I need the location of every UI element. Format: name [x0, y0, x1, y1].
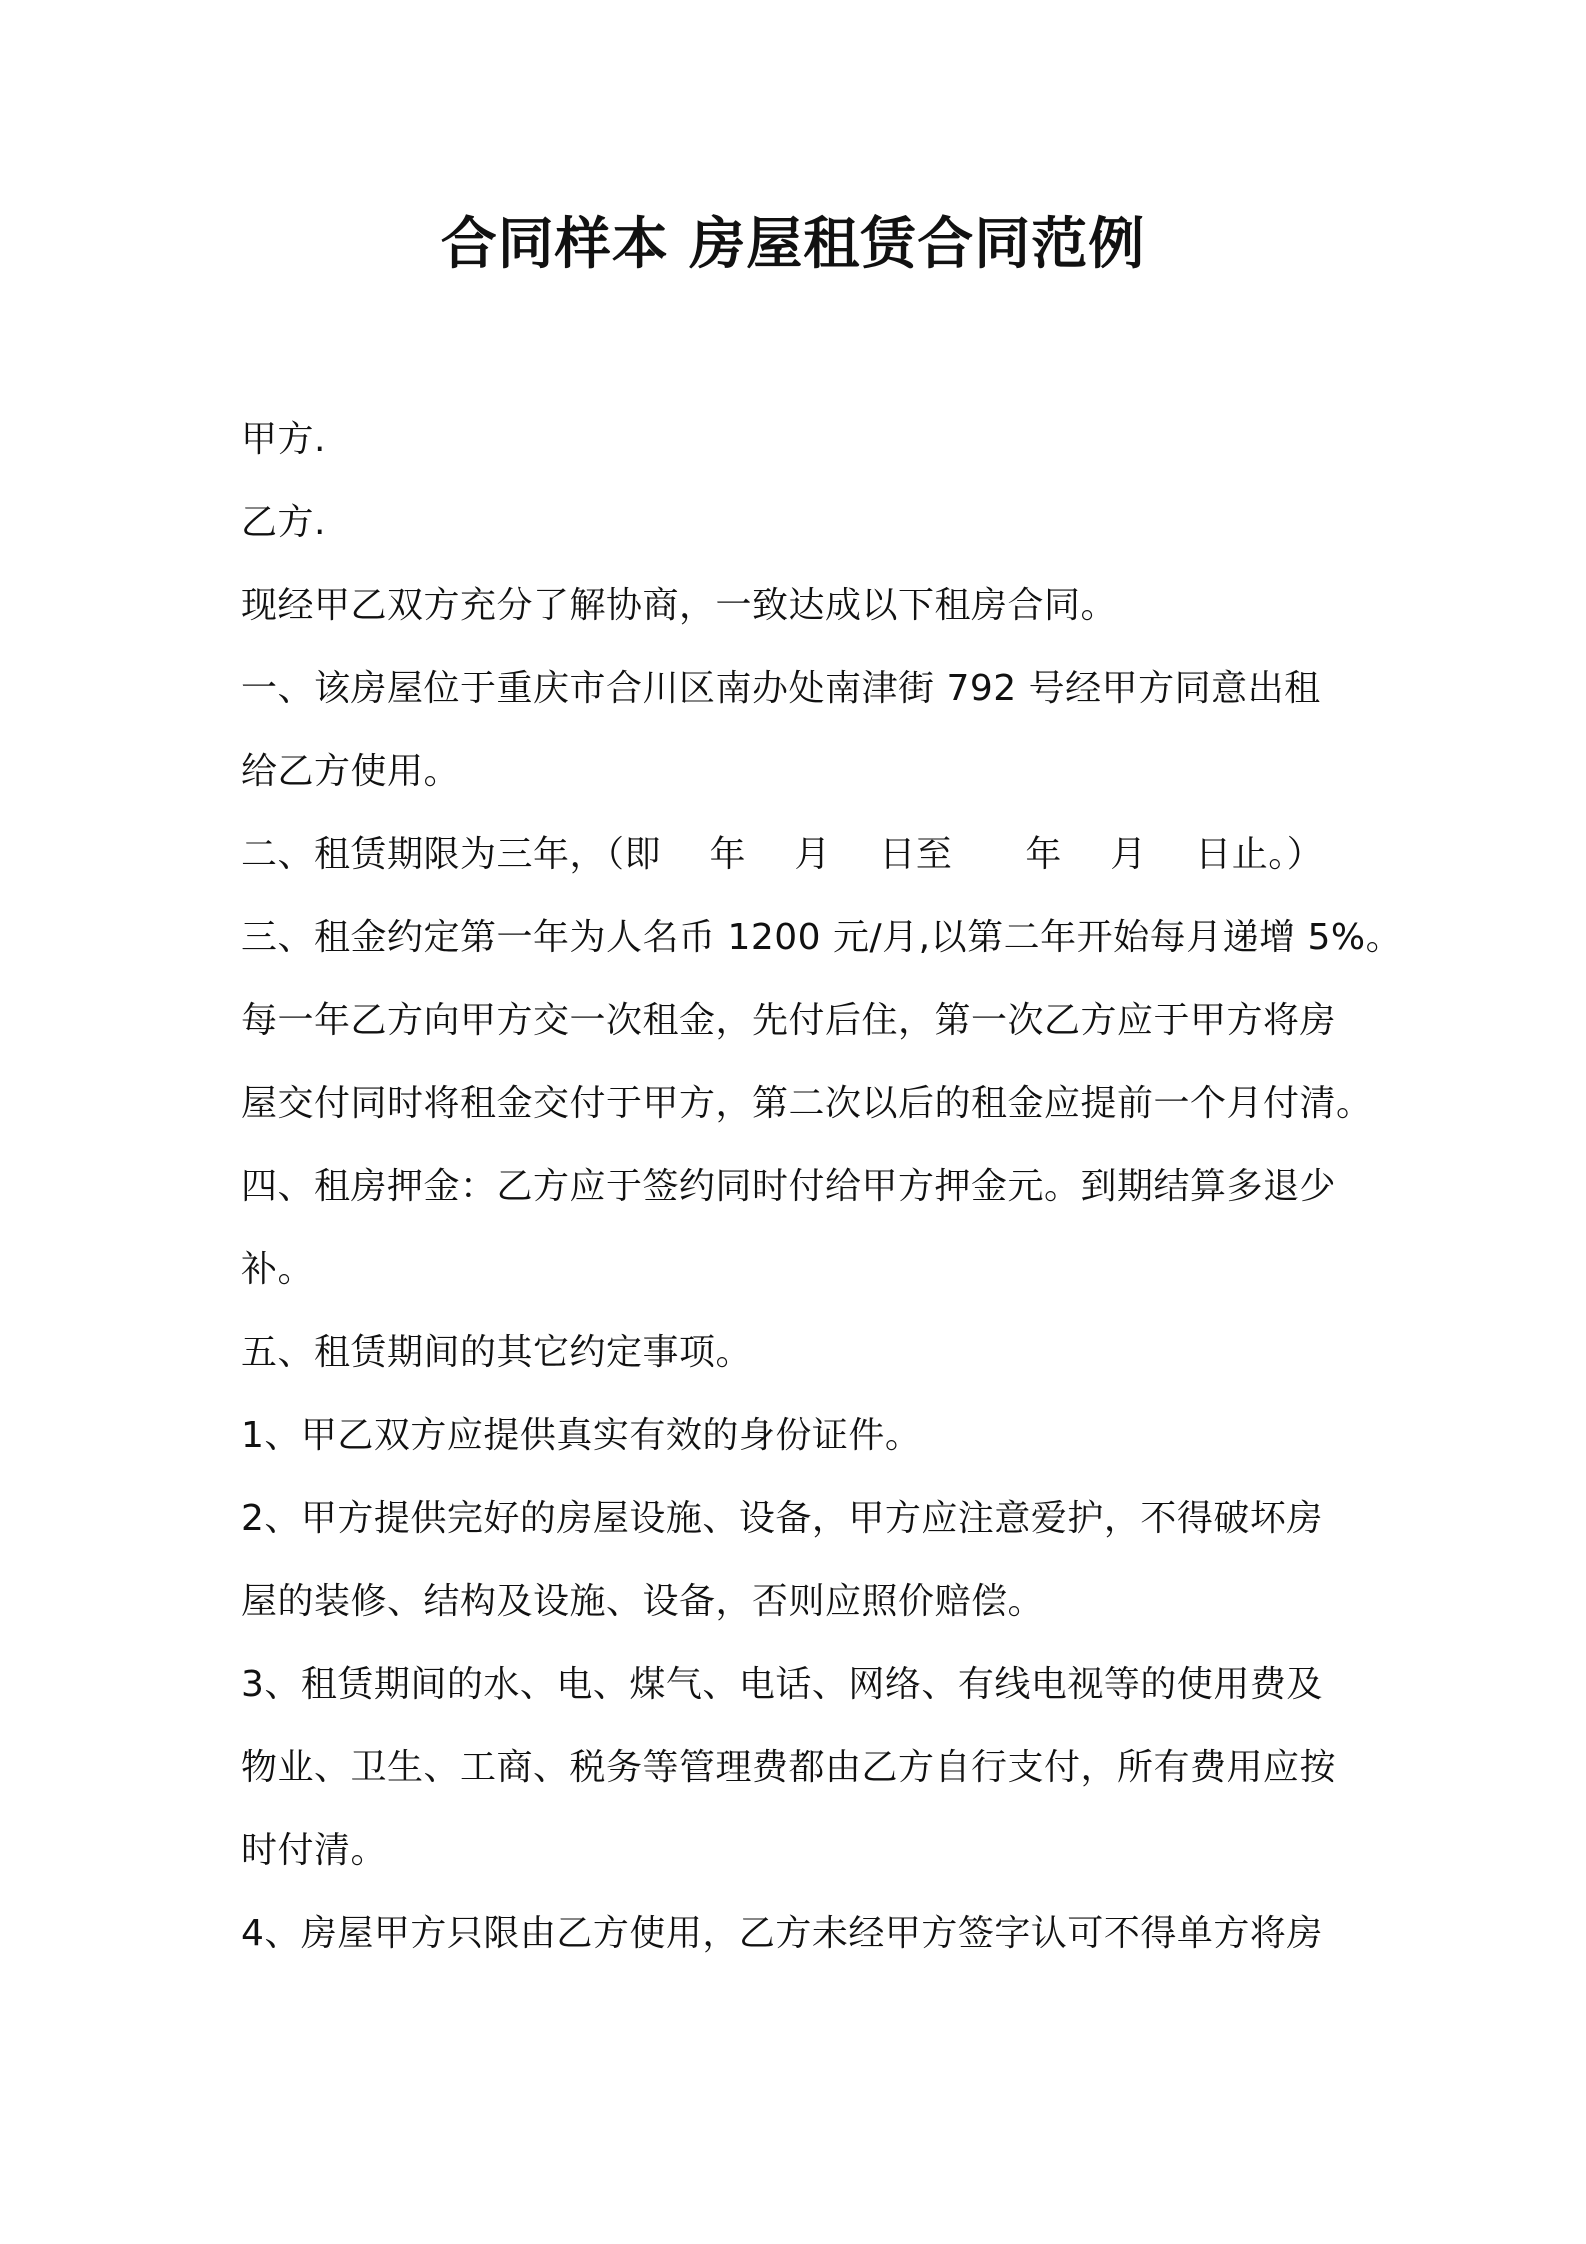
item-2-line-2: 屋的装修、结构及设施、设备，否则应照价赔偿。 [241, 1581, 1045, 1622]
item-2-line-1: 2、甲方提供完好的房屋设施、设备，甲方应注意爱护，不得破坏房 [241, 1498, 1323, 1539]
clause-1-line-1: 一、该房屋位于重庆市合川区南办处南津街 792 号经甲方同意出租 [241, 668, 1321, 709]
item-1-line: 1、甲乙双方应提供真实有效的身份证件。 [241, 1415, 922, 1456]
party-b-line: 乙方. [241, 502, 326, 543]
clause-4-line-1: 四、租房押金：乙方应于签约同时付给甲方押金元。到期结算多退少 [241, 1166, 1337, 1207]
document-title: 合同样本 房屋租赁合同范例 [440, 212, 1146, 277]
item-3-line-1: 3、租赁期间的水、电、煤气、电话、网络、有线电视等的使用费及 [241, 1664, 1323, 1705]
clause-3-line-3: 屋交付同时将租金交付于甲方，第二次以后的租金应提前一个月付清。 [241, 1083, 1373, 1124]
preamble-line: 现经甲乙双方充分了解协商，一致达成以下租房合同。 [241, 585, 1118, 626]
clause-2-line: 二、租赁期限为三年，（即 年 月 日至 年 月 日止。） [241, 834, 1324, 875]
clause-3-line-1: 三、租金约定第一年为人名币 1200 元/月,以第二年开始每月递增 5%。 [241, 917, 1403, 958]
clause-4-line-2: 补。 [241, 1249, 315, 1290]
item-4-line-1: 4、房屋甲方只限由乙方使用，乙方未经甲方签字认可不得单方将房 [241, 1913, 1323, 1954]
clause-3-line-2: 每一年乙方向甲方交一次租金，先付后住，第一次乙方应于甲方将房 [241, 1000, 1337, 1041]
item-3-line-3: 时付清。 [241, 1830, 388, 1871]
clause-5-heading: 五、租赁期间的其它约定事项。 [241, 1332, 753, 1373]
item-3-line-2: 物业、卫生、工商、税务等管理费都由乙方自行支付，所有费用应按 [241, 1747, 1337, 1788]
clause-1-line-2: 给乙方使用。 [241, 751, 461, 792]
contract-body [241, 405, 1403, 1982]
party-a-line: 甲方. [241, 419, 326, 460]
